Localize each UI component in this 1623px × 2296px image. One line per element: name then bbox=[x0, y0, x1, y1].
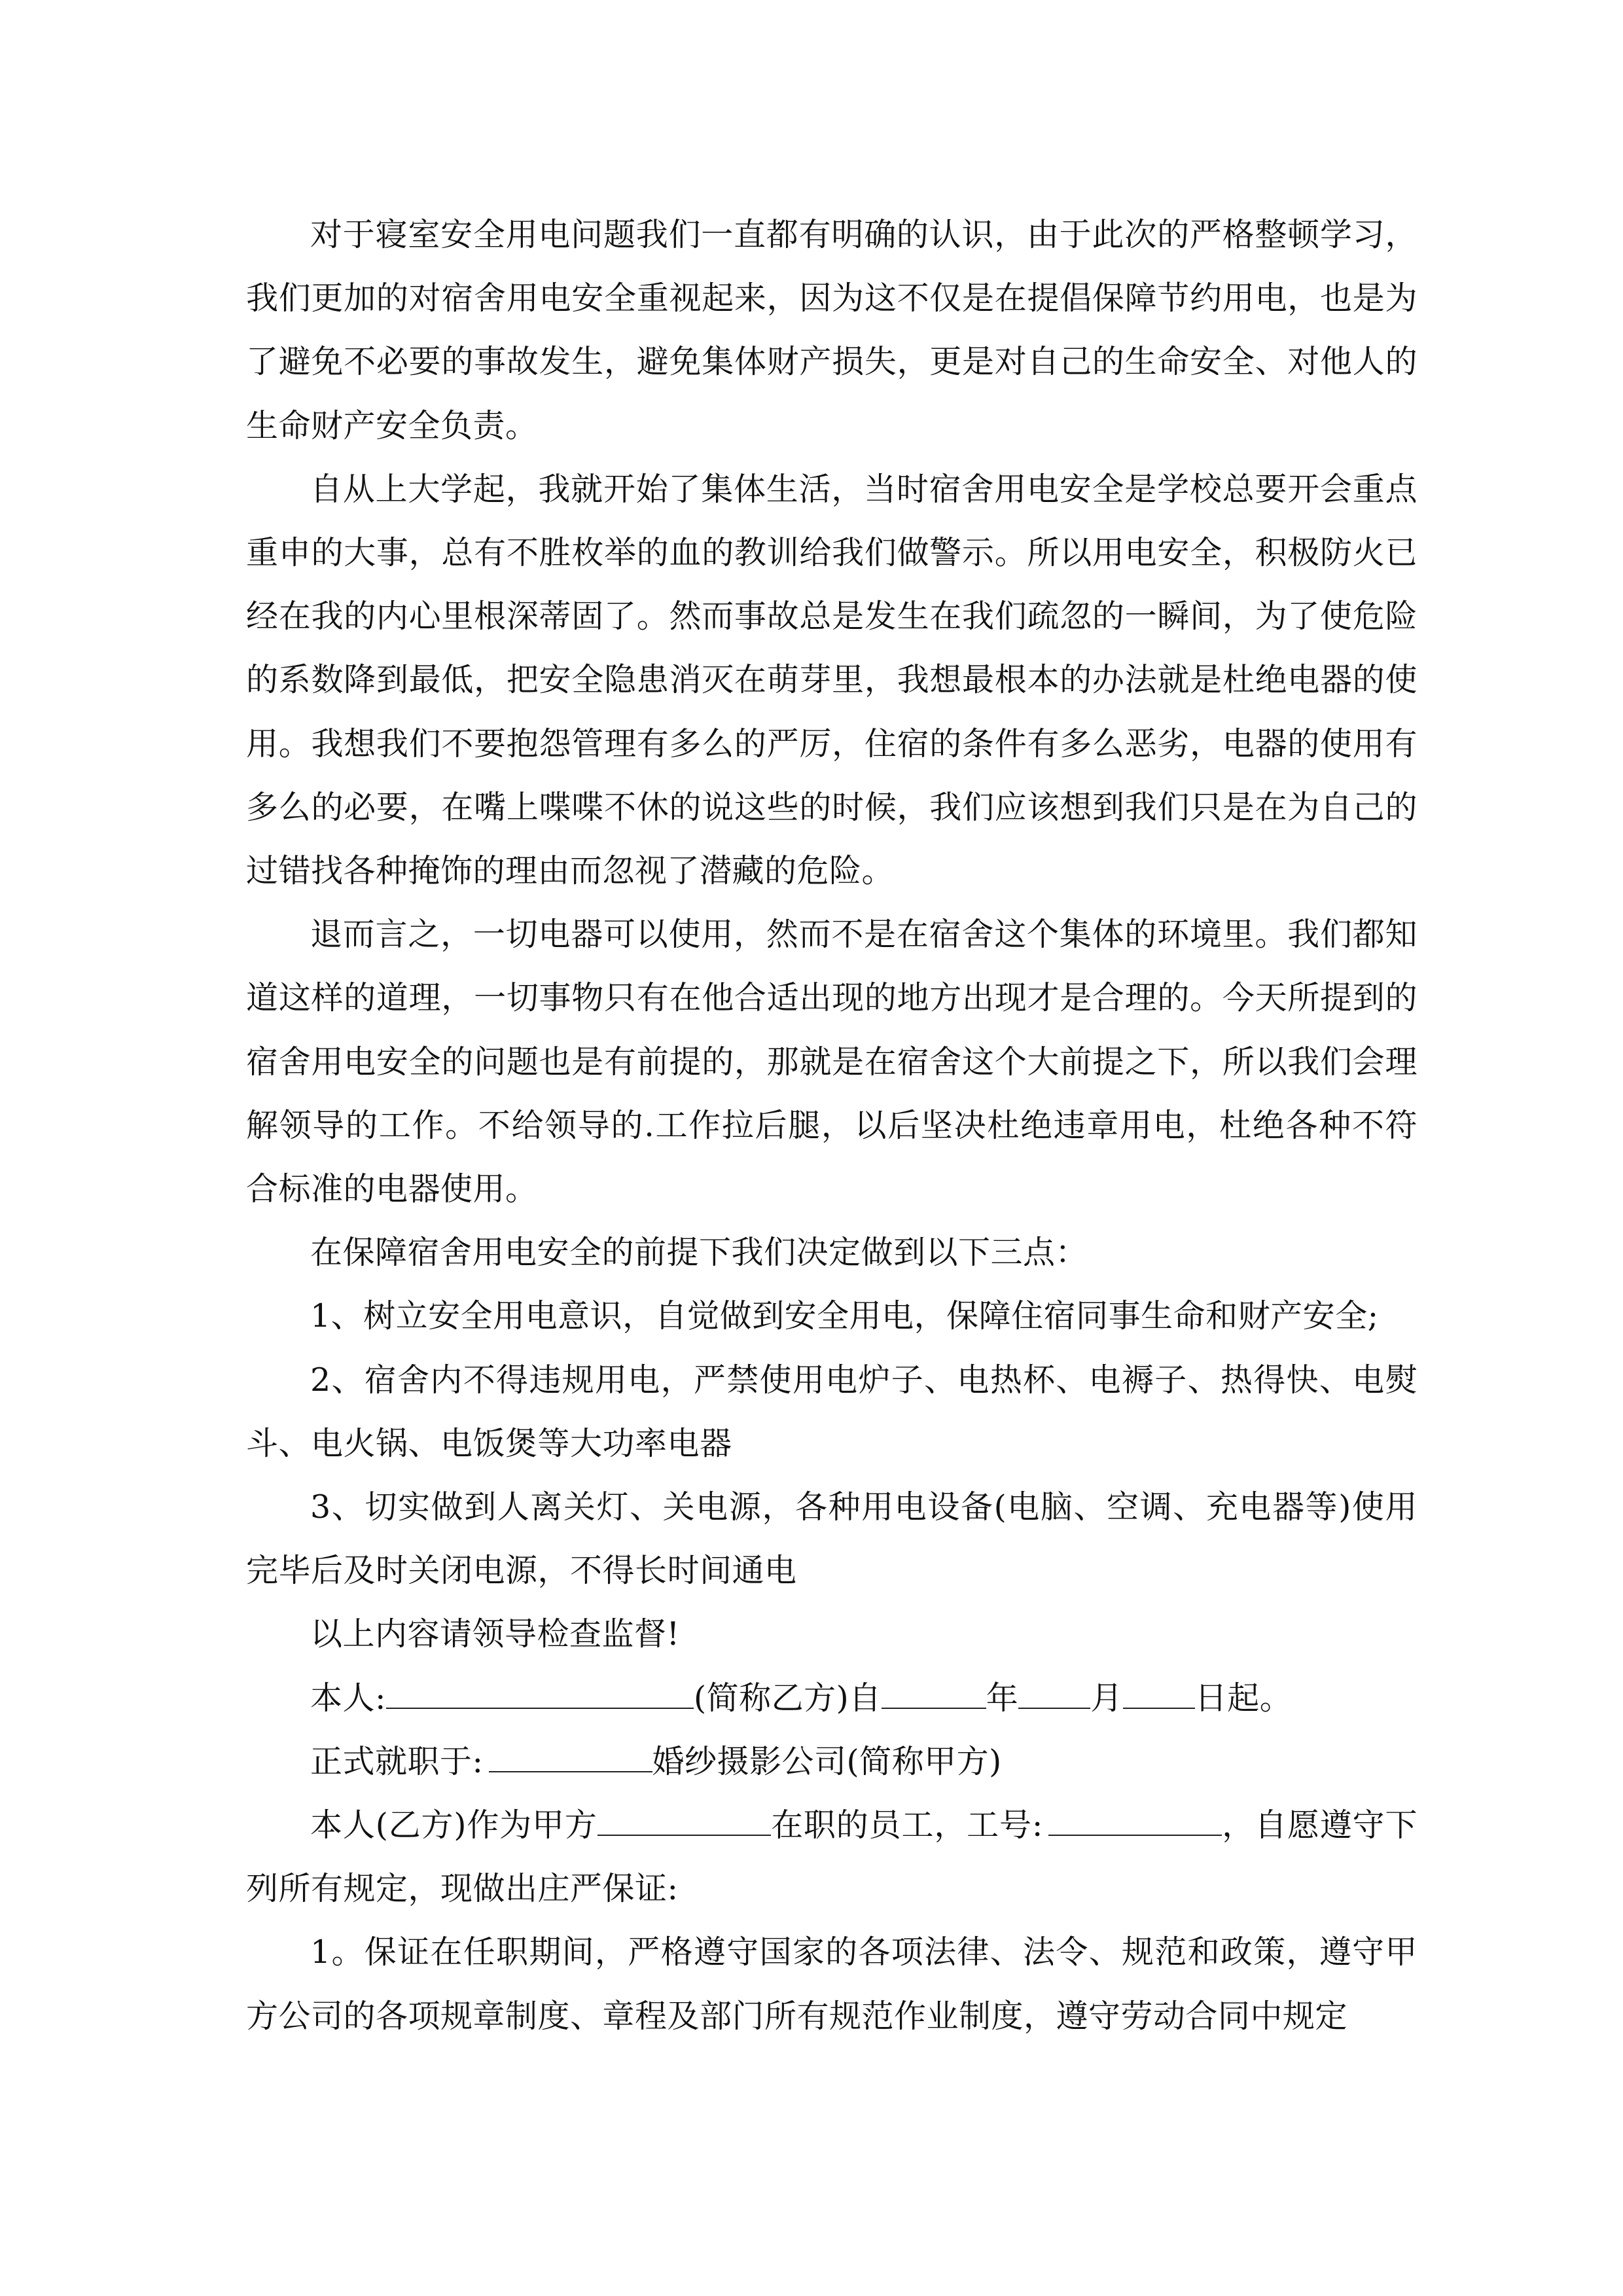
list-item-1: 1、树立安全用电意识，自觉做到安全用电，保障住宿同事生命和财产安全; bbox=[310, 1297, 1379, 1335]
form-label-month: 月 bbox=[1090, 1679, 1123, 1717]
paragraph-supervision-request: 以上内容请领导检查监督! bbox=[310, 1615, 680, 1653]
company-blank[interactable] bbox=[489, 1742, 652, 1772]
document-body bbox=[246, 203, 1418, 2048]
paragraph-pledge-intro bbox=[246, 1793, 1418, 1920]
form-label-company: 婚纱摄影公司(简称甲方) bbox=[652, 1742, 1002, 1780]
pledge-intro-part-b: 在职的员工，工号: bbox=[770, 1806, 1043, 1844]
day-blank[interactable] bbox=[1123, 1679, 1195, 1709]
paragraph-dorm-safety-awareness: 对于寝室安全用电问题我们一直都有明确的认识，由于此次的严格整顿学习，我们更加的对宿舍用电安全重视起来，因为这不仅是在提倡保障节约用电，也是为了避免不必要的事故发生，避免集体财产损失，更是对自己的生命安全、对他人的生命财产安全负责。 bbox=[246, 216, 1418, 444]
form-label-year: 年 bbox=[986, 1679, 1019, 1717]
form-line-employer bbox=[246, 1730, 1418, 1793]
paragraph-three-points-intro: 在保障宿舍用电安全的前提下我们决定做到以下三点： bbox=[310, 1234, 1088, 1272]
form-label-employed-at: 正式就职于: bbox=[310, 1742, 484, 1780]
pledge-item-1: 1。保证在任职期间，严格遵守国家的各项法律、法令、规范和政策，遵守甲方公司的各项规章制度、章程及部门所有规范作业制度，遵守劳动合同中规定 bbox=[246, 1933, 1418, 2035]
pledge-intro-part-a: 本人(乙方)作为甲方 bbox=[310, 1806, 597, 1844]
party-a-blank[interactable] bbox=[597, 1806, 771, 1836]
form-label-party-b: (简称乙方)自 bbox=[694, 1679, 882, 1717]
form-line-start-date bbox=[246, 1666, 1418, 1730]
form-label-self: 本人: bbox=[310, 1679, 387, 1717]
pledge-intro-part-c: ，自愿遵守下列所有规定，现做出庄严保证: bbox=[246, 1806, 1418, 1908]
list-item-2: 2、宿舍内不得违规用电，严禁使用电炉子、电热杯、电褥子、热得快、电熨斗、电火锅、电饭煲等大功率电器 bbox=[246, 1361, 1418, 1462]
paragraph-college-life: 自从上大学起，我就开始了集体生活，当时宿舍用电安全是学校总要开会重点重申的大事，总有不胜枚举的血的教训给我们做警示。所以用电安全，积极防火已经在我的内心里根深蒂固了。然而事故总是发生在我们疏忽的一瞬间，为了使危险的系数降到最低，把安全隐患消灭在萌芽里，我想最根本的办法就是杜绝电器的使用。我想我们不要抱怨管理有多么的严厉，住宿的条件有多么恶劣，电器的使用有多么的必要，在嘴上喋喋不休的说这些的时候，我们应该想到我们只是在为自己的过错找各种掩饰的理由而忽视了潜藏的危险。 bbox=[246, 470, 1418, 890]
month-blank[interactable] bbox=[1018, 1679, 1090, 1709]
list-item-3: 3、切实做到人离关灯、关电源，各种用电设备(电脑、空调、充电器等)使用完毕后及时关闭电源，不得长时间通电 bbox=[246, 1488, 1418, 1590]
year-blank[interactable] bbox=[882, 1679, 986, 1709]
paragraph-appliance-usage: 退而言之，一切电器可以使用，然而不是在宿舍这个集体的环境里。我们都知道这样的道理，一切事物只有在他合适出现的地方出现才是合理的。今天所提到的宿舍用电安全的问题也是有前提的，那就是在宿舍这个大前提之下，所以我们会理解领导的工作。不给领导的.工作拉后腿，以后坚决杜绝违章用电，杜绝各种不符合标准的电器使用。 bbox=[246, 916, 1418, 1208]
form-label-day: 日起。 bbox=[1194, 1679, 1293, 1717]
employee-number-blank[interactable] bbox=[1048, 1806, 1222, 1836]
name-blank[interactable] bbox=[386, 1679, 694, 1709]
